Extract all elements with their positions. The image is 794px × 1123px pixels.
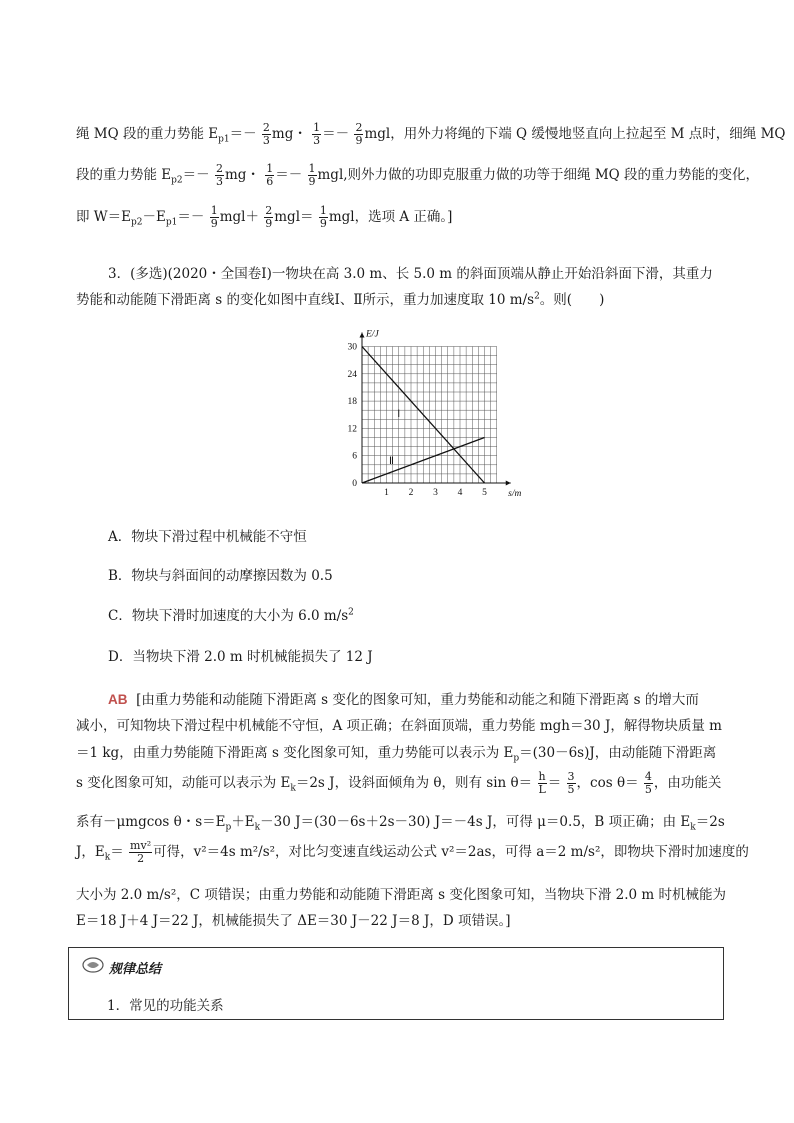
- energy-distance-chart: [330, 322, 522, 500]
- x-tick-label: 0: [352, 479, 357, 489]
- x-tick-label: 1: [384, 488, 389, 498]
- question-3-line-1: 3．(多选)(2020・全国卷Ⅰ)一物块在高 3.0 m、长 5.0 m 的斜面顶端从静止开始沿斜面下滑，其重力: [108, 266, 713, 282]
- answer-line-3: ＝1 kg，由重力势能随下滑距离 s 变化图象可知，重力势能可以表示为 $E_p=(30-6s)J$，由动能随下滑距离: [76, 745, 717, 764]
- fraction: $\frac{h}{L}$: [538, 770, 546, 796]
- fraction: $\frac{2}{9}$: [355, 121, 363, 147]
- summary-item-1: 1．常见的功能关系: [107, 998, 224, 1014]
- fraction: $\frac{1}{9}$: [210, 204, 218, 230]
- summary-box: [68, 947, 724, 1020]
- y-tick-label: 12: [347, 424, 357, 435]
- summary-title: 规律总结: [109, 961, 162, 976]
- option-a: A．物块下滑过程中机械能不守恒: [108, 529, 307, 545]
- answer-line-5: 系有－μmgcos θ・$s=E_p+E_k-30$ J＝(30－6s＋2s－30) J＝－4s J，可得 μ＝0.5，B 项正确；由 $E_k=2s$: [76, 814, 725, 833]
- solution-line-1: 绳 MQ 段的重力势能 $E_{p1}=-$ $\frac{2}{3}$ mg・ $\frac{1}{3}$ ＝－ $\frac{2}{9}$ mgl，用外力将绳的下端 Q 缓慢地竖直向上拉起至 M 点时，细绳 MQ: [76, 121, 786, 147]
- fraction: $\frac{1}{9}$: [319, 204, 327, 230]
- x-axis-arrow: [506, 481, 511, 486]
- answer-line-7: 大小为 2.0 m/s²，C 项错误；由重力势能和动能随下滑距离 s 变化图象可知，当物块下滑 2.0 m 时机械能为: [76, 887, 727, 903]
- x-axis-label: s/m: [508, 489, 522, 499]
- series-label-i: Ⅰ: [397, 409, 401, 421]
- y-axis-arrow: [360, 333, 365, 338]
- answer-label: AB: [108, 692, 128, 707]
- answer-line-6: J，$E_k=$ $\frac{\text{mv²}}{2}$ 可得，v²＝4s m²/s²，对比匀变速直线运动公式 v²＝2as，可得 a＝2 m/s²，即物块下滑时加速度的: [76, 839, 749, 865]
- x-tick-label: 4: [457, 488, 463, 498]
- x-tick-label: 3: [433, 488, 438, 498]
- x-tick-label: 2: [408, 488, 414, 498]
- answer-line-8: E＝18 J＋4 J＝22 J，机械能损失了 ΔE＝30 J－22 J＝8 J，D 项错误。]: [76, 913, 511, 929]
- chart-labels: [348, 330, 522, 500]
- y-tick-label: 18: [347, 397, 357, 408]
- x-tick-label: 5: [482, 488, 487, 498]
- y-tick-label: 24: [347, 369, 357, 380]
- fraction: $\frac{\text{mv²}}{2}$: [130, 839, 152, 865]
- question-3-line-2: 势能和动能随下滑距离 s 的变化如图中直线Ⅰ、Ⅱ所示，重力加速度取 10 $m/s^2$。则( ): [76, 291, 605, 308]
- y-axis-label: E/J: [366, 329, 379, 340]
- solution-line-2: 段的重力势能 $E_{p2}=-$ $\frac{2}{3}$ mg・ $\frac{1}{6}$ ＝－ $\frac{1}{9}$ mgl,则外力做的功即克服重力做的功等于细绳 MQ 段的重力势能的变化，: [76, 162, 760, 188]
- option-c: C．物块下滑时加速度的大小为 6.0 $m/s^2$: [108, 607, 354, 624]
- fraction: $\frac{1}{9}$: [308, 162, 316, 188]
- fraction: $\frac{2}{3}$: [215, 162, 223, 188]
- series-label-ii: Ⅱ: [388, 455, 394, 467]
- answer-line-2: 减小，可知物块下滑过程中机械能不守恒，A 项正确；在斜面顶端，重力势能 mgh＝30 J，解得物块质量 m: [76, 718, 722, 734]
- y-tick-label: 6: [352, 451, 357, 462]
- option-d: D．当物块下滑 2.0 m 时机械能损失了 12 J: [108, 649, 373, 665]
- fraction: $\frac{2}{3}$: [262, 121, 270, 147]
- fraction: $\frac{1}{6}$: [266, 162, 274, 188]
- fraction: $\frac{4}{5}$: [644, 770, 652, 796]
- fraction: $\frac{1}{3}$: [313, 121, 321, 147]
- chart-grid: [362, 347, 497, 484]
- summary-icon: [81, 956, 105, 974]
- answer-line-1: AB [由重力势能和动能随下滑距离 s 变化的图象可知，重力势能和动能之和随下滑距离 s 的增大而: [108, 692, 699, 708]
- solution-line-3: 即 $W=E_{p2}-E_{p1}=-$ $\frac{1}{9}$ mgl＋ $\frac{2}{9}$ mgl＝ $\frac{1}{9}$ mgl，选项 A 正确。]: [76, 204, 453, 230]
- answer-line-4: s 变化图象可知，动能可以表示为 $E_k=2s$ J，设斜面倾角为 θ，则有 sin θ＝ $\frac{h}{L}$ ＝ $\frac{3}{5}$ ，cos θ＝ $\frac{4}{5}$ ，由功能关: [76, 770, 722, 796]
- fraction: $\frac{3}{5}$: [567, 770, 575, 796]
- fraction: $\frac{2}{9}$: [265, 204, 273, 230]
- y-tick-label: 30: [347, 342, 357, 353]
- option-b: B．物块与斜面间的动摩擦因数为 0.5: [108, 568, 333, 584]
